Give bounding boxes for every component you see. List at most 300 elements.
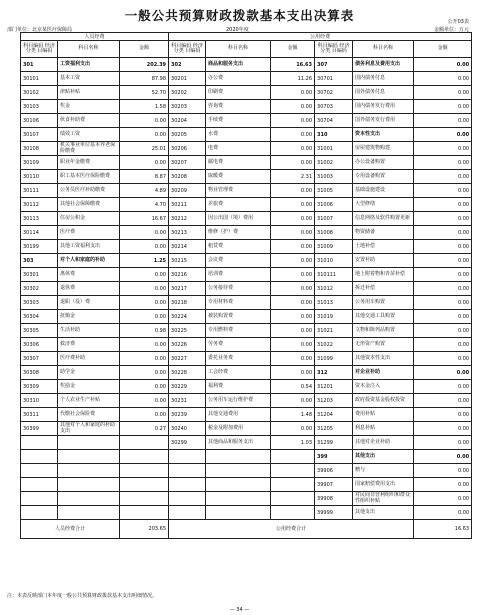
name-cell: 水费 xyxy=(206,128,271,142)
amount-cell: 0.00 xyxy=(414,450,472,464)
code-cell xyxy=(169,506,206,520)
amount-cell: 0.00 xyxy=(414,506,472,520)
code-cell: 30204 xyxy=(169,114,206,128)
table-row xyxy=(21,408,472,422)
table-row xyxy=(21,366,472,380)
name-header: 科目名称 xyxy=(58,41,120,58)
amount-cell: 0.00 xyxy=(120,226,169,240)
personnel-total-label: 人员经费合计 xyxy=(21,520,120,539)
name-cell: 费用补贴 xyxy=(353,408,414,422)
name-cell: 其他对个人和家庭的补助支出 xyxy=(58,422,120,436)
personnel-total-value: 203.65 xyxy=(120,520,169,539)
amount-unit: 金额单位：万元 xyxy=(433,27,469,33)
amount-cell: 1.25 xyxy=(120,254,169,268)
amount-cell: 0.00 xyxy=(271,226,315,240)
amount-cell: 0.00 xyxy=(414,422,472,436)
amount-cell: 8.87 xyxy=(120,170,169,184)
name-cell: 其他交通费用 xyxy=(206,408,271,422)
name-cell: 奖励金 xyxy=(58,380,120,394)
name-cell: 对民间非营利组织和群众性组织补贴 xyxy=(353,492,414,506)
code-cell: 30304 xyxy=(21,310,58,324)
name-cell xyxy=(58,436,120,450)
name-cell: 其他工资福利支出 xyxy=(58,240,120,254)
amount-cell: 0.00 xyxy=(414,436,472,450)
name-cell: 办公费 xyxy=(206,72,271,86)
code-cell: 30206 xyxy=(169,142,206,156)
amount-cell: 0.00 xyxy=(120,338,169,352)
code-cell: 307 xyxy=(315,58,353,72)
name-cell: 专用材料费 xyxy=(206,296,271,310)
code-cell: 31019 xyxy=(315,310,353,324)
amount-cell: 16.63 xyxy=(271,58,315,72)
code-cell xyxy=(21,506,58,520)
code-cell: 30214 xyxy=(169,240,206,254)
amount-cell: 0.00 xyxy=(120,268,169,282)
code-cell: 31007 xyxy=(315,212,353,226)
code-cell: 30299 xyxy=(169,436,206,450)
code-cell xyxy=(169,478,206,492)
code-cell: 30114 xyxy=(21,226,58,240)
code-cell: 30301 xyxy=(21,268,58,282)
table-row xyxy=(21,352,472,366)
amount-cell xyxy=(271,492,315,506)
name-cell: 医疗费补助 xyxy=(58,352,120,366)
table-row xyxy=(21,142,472,156)
name-cell: 差旅费 xyxy=(206,198,271,212)
table-row xyxy=(21,86,472,100)
code-cell: 30112 xyxy=(21,198,58,212)
amount-cell: 87.98 xyxy=(120,72,169,86)
code-cell: 30702 xyxy=(315,86,353,100)
name-cell: 文物和陈列品购置 xyxy=(353,324,414,338)
amount-cell xyxy=(120,450,169,464)
code-cell: 30212 xyxy=(169,212,206,226)
code-cell: 302 xyxy=(169,58,206,72)
code-cell: 31002 xyxy=(315,156,353,170)
table-row xyxy=(21,478,472,492)
amount-cell xyxy=(271,506,315,520)
totals-row xyxy=(21,520,472,539)
amount-cell: 0.00 xyxy=(414,114,472,128)
name-cell: 国内债务发行费用 xyxy=(353,100,414,114)
table-row xyxy=(21,506,472,520)
code-cell: 30309 xyxy=(21,380,58,394)
code-cell: 30224 xyxy=(169,310,206,324)
code-header: 科目编码 经济分类 目编码 xyxy=(315,41,353,58)
name-cell: 公务用车运行维护费 xyxy=(206,394,271,408)
name-cell: 地上附着物和青苗补偿 xyxy=(353,268,414,282)
page-number: — 34 — xyxy=(229,607,250,613)
table-row xyxy=(21,240,472,254)
public-total-value: 16.63 xyxy=(414,520,472,539)
amount-cell: 0.00 xyxy=(414,128,472,142)
name-cell: 公务员医疗补助缴费 xyxy=(58,184,120,198)
amount-header: 金额 xyxy=(414,41,472,58)
amount-cell: 1.58 xyxy=(120,100,169,114)
code-cell: 30399 xyxy=(21,422,58,436)
amount-cell: 0.00 xyxy=(271,156,315,170)
name-cell: 咨询费 xyxy=(206,100,271,114)
code-cell: 30229 xyxy=(169,380,206,394)
code-cell: 39999 xyxy=(315,506,353,520)
amount-cell: 52.70 xyxy=(120,86,169,100)
amount-cell: 0.00 xyxy=(414,366,472,380)
code-cell: 30306 xyxy=(21,338,58,352)
name-cell: 商品和服务支出 xyxy=(206,58,271,72)
amount-cell: 0.00 xyxy=(414,72,472,86)
code-cell: 30113 xyxy=(21,212,58,226)
name-cell: 维修（护）费 xyxy=(206,226,271,240)
amount-cell: 0.00 xyxy=(120,114,169,128)
code-cell: 39907 xyxy=(315,478,353,492)
amount-cell: 0.00 xyxy=(414,226,472,240)
name-cell: 基本工资 xyxy=(58,72,120,86)
code-cell: 30302 xyxy=(21,282,58,296)
table-row xyxy=(21,324,472,338)
name-cell: 土地补偿 xyxy=(353,240,414,254)
amount-cell: 0.00 xyxy=(414,324,472,338)
name-cell: 专用燃料费 xyxy=(206,324,271,338)
code-cell xyxy=(21,492,58,506)
name-cell: 伙食补助费 xyxy=(58,114,120,128)
table-row xyxy=(21,58,472,72)
amount-cell: 16.67 xyxy=(120,212,169,226)
name-cell: 绩效工资 xyxy=(58,128,120,142)
public-total-label: 公用经费合计 xyxy=(169,520,414,539)
code-cell: 30202 xyxy=(169,86,206,100)
code-cell: 301 xyxy=(21,58,58,72)
name-cell: 公务接待费 xyxy=(206,282,271,296)
code-cell: 30215 xyxy=(169,254,206,268)
amount-cell: 0.00 xyxy=(271,184,315,198)
amount-cell: 0.00 xyxy=(271,282,315,296)
amount-cell: 0.00 xyxy=(271,240,315,254)
code-cell: 30199 xyxy=(21,240,58,254)
amount-cell: 0.00 xyxy=(271,268,315,282)
amount-cell: 4.89 xyxy=(120,184,169,198)
code-cell: 30201 xyxy=(169,72,206,86)
name-cell: 信息网络及软件购置更新 xyxy=(353,212,414,226)
name-cell: 福利费 xyxy=(206,380,271,394)
amount-cell: 0.00 xyxy=(120,282,169,296)
amount-cell: 0.00 xyxy=(414,408,472,422)
code-cell: 310111 xyxy=(315,268,353,282)
amount-cell: 0.00 xyxy=(271,86,315,100)
code-cell: 30227 xyxy=(169,352,206,366)
amount-header: 金额 xyxy=(120,41,169,58)
table-row xyxy=(21,310,472,324)
name-cell xyxy=(206,492,271,506)
code-cell: 31204 xyxy=(315,408,353,422)
code-cell: 31001 xyxy=(315,142,353,156)
table-row xyxy=(21,380,472,394)
name-cell: 住房公积金 xyxy=(58,212,120,226)
amount-cell: 0.00 xyxy=(271,128,315,142)
amount-cell: 0.98 xyxy=(120,324,169,338)
name-cell xyxy=(206,478,271,492)
amount-cell: 25.01 xyxy=(120,142,169,156)
name-cell: 电费 xyxy=(206,142,271,156)
amount-cell: 0.00 xyxy=(414,212,472,226)
name-cell xyxy=(206,450,271,464)
amount-cell: 0.00 xyxy=(414,58,472,72)
name-cell: 印刷费 xyxy=(206,86,271,100)
amount-cell: 0.00 xyxy=(120,352,169,366)
code-cell: 30239 xyxy=(169,408,206,422)
name-cell: 取暖费 xyxy=(206,170,271,184)
code-cell: 30308 xyxy=(21,366,58,380)
name-cell: 其他资本性支出 xyxy=(353,352,414,366)
amount-cell: 0.00 xyxy=(120,128,169,142)
name-cell xyxy=(58,492,120,506)
name-cell: 政府投资基金股权投资 xyxy=(353,394,414,408)
code-cell: 30217 xyxy=(169,282,206,296)
amount-cell: 0.00 xyxy=(414,268,472,282)
code-cell: 30103 xyxy=(21,100,58,114)
amount-cell: 0.00 xyxy=(120,408,169,422)
amount-cell: 0.00 xyxy=(414,282,472,296)
code-cell xyxy=(21,478,58,492)
name-cell: 因公出国（境）费用 xyxy=(206,212,271,226)
personnel-group-header: 人员经费 xyxy=(21,33,169,41)
amount-cell: 0.00 xyxy=(414,394,472,408)
table-row xyxy=(21,72,472,86)
fiscal-year: 2020年度 xyxy=(226,27,249,33)
name-cell: 税金及附加费用 xyxy=(206,422,271,436)
unit-label: 部门单位：北京某医疗保障局 xyxy=(7,27,73,33)
name-cell: 抚恤金 xyxy=(58,310,120,324)
amount-cell: 0.00 xyxy=(414,478,472,492)
amount-cell: 0.00 xyxy=(414,338,472,352)
amount-cell: 0.00 xyxy=(271,142,315,156)
amount-cell: 0.00 xyxy=(414,170,472,184)
amount-cell: 0.00 xyxy=(271,212,315,226)
name-cell: 专用设备购置 xyxy=(353,170,414,184)
code-cell: 30111 xyxy=(21,184,58,198)
code-cell: 30703 xyxy=(315,100,353,114)
code-cell: 31203 xyxy=(315,394,353,408)
code-cell: 31003 xyxy=(315,170,353,184)
amount-cell: 0.00 xyxy=(271,422,315,436)
code-header: 科目编码 经济分类 目编码 xyxy=(21,41,58,58)
amount-cell: 0.00 xyxy=(120,366,169,380)
footnote: 注：本表反映部门本年度一般公共预算财政拨款基本支出明细情况。 xyxy=(7,593,158,599)
code-cell: 30205 xyxy=(169,128,206,142)
name-cell: 被装购置费 xyxy=(206,310,271,324)
amount-cell: 0.00 xyxy=(414,156,472,170)
amount-cell xyxy=(271,450,315,464)
amount-cell: 0.00 xyxy=(414,352,472,366)
code-cell: 30107 xyxy=(21,128,58,142)
name-cell: 其他支出 xyxy=(353,450,414,464)
name-cell: 大型修缮 xyxy=(353,198,414,212)
code-cell: 31299 xyxy=(315,436,353,450)
code-cell xyxy=(21,450,58,464)
name-cell: 基础设施建设 xyxy=(353,184,414,198)
name-cell: 租赁费 xyxy=(206,240,271,254)
name-cell: 对个人和家庭的补助 xyxy=(58,254,120,268)
page-title: 一般公共预算财政拨款基本支出决算表 xyxy=(124,8,355,23)
code-cell: 30228 xyxy=(169,366,206,380)
amount-cell: 0.00 xyxy=(120,156,169,170)
name-cell: 无形资产购置 xyxy=(353,338,414,352)
name-cell: 房屋建筑物购建 xyxy=(353,142,414,156)
code-cell: 31012 xyxy=(315,282,353,296)
table-row xyxy=(21,212,472,226)
amount-cell: 1.48 xyxy=(271,408,315,422)
amount-cell: 0.00 xyxy=(414,492,472,506)
name-cell: 国内债务付息 xyxy=(353,72,414,86)
table-row xyxy=(21,254,472,268)
table-row xyxy=(21,100,472,114)
name-cell: 劳务费 xyxy=(206,338,271,352)
amount-cell: 0.00 xyxy=(414,198,472,212)
name-cell: 培训费 xyxy=(206,268,271,282)
name-cell: 物业管理费 xyxy=(206,184,271,198)
code-cell xyxy=(169,492,206,506)
code-cell: 30218 xyxy=(169,296,206,310)
code-cell xyxy=(21,436,58,450)
name-cell: 其他支出 xyxy=(353,506,414,520)
name-cell: 利息补贴 xyxy=(353,422,414,436)
code-cell: 30240 xyxy=(169,422,206,436)
amount-cell: 0.00 xyxy=(414,254,472,268)
column-header-row xyxy=(21,41,472,58)
table-row xyxy=(21,436,472,450)
code-cell: 30231 xyxy=(169,394,206,408)
amount-cell: 0.00 xyxy=(271,254,315,268)
code-cell: 30209 xyxy=(169,184,206,198)
code-cell: 31205 xyxy=(315,422,353,436)
code-cell: 30305 xyxy=(21,324,58,338)
name-cell: 其他商品和服务支出 xyxy=(206,436,271,450)
table-row xyxy=(21,184,472,198)
code-cell: 31022 xyxy=(315,338,353,352)
amount-cell: 2.31 xyxy=(271,170,315,184)
code-cell: 31010 xyxy=(315,254,353,268)
amount-cell: 4.70 xyxy=(120,198,169,212)
amount-cell: 0.00 xyxy=(120,310,169,324)
code-cell: 30216 xyxy=(169,268,206,282)
name-cell: 退职（役）费 xyxy=(58,296,120,310)
code-cell: 30109 xyxy=(21,156,58,170)
code-cell: 30226 xyxy=(169,338,206,352)
name-cell xyxy=(206,464,271,478)
amount-cell xyxy=(120,478,169,492)
code-cell: 399 xyxy=(315,450,353,464)
name-cell xyxy=(58,450,120,464)
form-number: 公开03表 xyxy=(447,19,469,25)
table-row xyxy=(21,450,472,464)
amount-cell: 0.00 xyxy=(414,296,472,310)
code-cell: 31009 xyxy=(315,240,353,254)
amount-cell: 0.00 xyxy=(120,394,169,408)
code-cell xyxy=(169,450,206,464)
name-cell: 津贴补贴 xyxy=(58,86,120,100)
table-row xyxy=(21,226,472,240)
code-cell: 30207 xyxy=(169,156,206,170)
name-cell: 安置补助 xyxy=(353,254,414,268)
code-cell: 30303 xyxy=(21,296,58,310)
table-row xyxy=(21,128,472,142)
name-cell xyxy=(58,506,120,520)
name-cell: 物资储备 xyxy=(353,226,414,240)
amount-cell: 0.00 xyxy=(414,100,472,114)
code-cell: 30211 xyxy=(169,198,206,212)
name-cell: 其他交通工具购置 xyxy=(353,310,414,324)
name-cell xyxy=(206,506,271,520)
name-cell: 个人农业生产补贴 xyxy=(58,394,120,408)
code-cell: 30101 xyxy=(21,72,58,86)
code-cell: 30208 xyxy=(169,170,206,184)
name-cell xyxy=(58,464,120,478)
name-cell: 救济费 xyxy=(58,338,120,352)
amount-cell: 0.00 xyxy=(271,394,315,408)
name-cell: 国外债务发行费用 xyxy=(353,114,414,128)
name-cell: 赠与 xyxy=(353,464,414,478)
name-cell: 助学金 xyxy=(58,366,120,380)
code-cell: 310 xyxy=(315,128,353,142)
amount-cell: 0.00 xyxy=(271,352,315,366)
name-header: 科目名称 xyxy=(206,41,271,58)
code-cell: 30203 xyxy=(169,100,206,114)
table-row xyxy=(21,296,472,310)
amount-cell: 0.00 xyxy=(271,324,315,338)
name-cell: 委托业务费 xyxy=(206,352,271,366)
table-row xyxy=(21,338,472,352)
amount-cell: 0.00 xyxy=(120,240,169,254)
name-cell: 代缴社会保险费 xyxy=(58,408,120,422)
amount-cell: 0.00 xyxy=(414,86,472,100)
name-cell: 其他社会保障缴费 xyxy=(58,198,120,212)
amount-cell xyxy=(120,436,169,450)
name-cell: 职工基本医疗保险缴费 xyxy=(58,170,120,184)
amount-cell: 11.26 xyxy=(271,72,315,86)
code-cell: 39906 xyxy=(315,464,353,478)
amount-cell: 202.39 xyxy=(120,58,169,72)
amount-cell: 0.54 xyxy=(271,380,315,394)
code-cell: 30311 xyxy=(21,408,58,422)
name-cell: 工资福利支出 xyxy=(58,58,120,72)
code-cell: 30225 xyxy=(169,324,206,338)
name-cell: 会议费 xyxy=(206,254,271,268)
name-cell: 奖金 xyxy=(58,100,120,114)
table-row xyxy=(21,114,472,128)
amount-cell: 0.00 xyxy=(271,366,315,380)
code-cell: 30106 xyxy=(21,114,58,128)
name-cell: 机关事业单位基本养老保险缴费 xyxy=(58,142,120,156)
code-cell: 31099 xyxy=(315,352,353,366)
name-cell: 其他对企业补助 xyxy=(353,436,414,450)
code-cell: 30704 xyxy=(315,114,353,128)
code-cell: 30102 xyxy=(21,86,58,100)
name-cell: 国家赔偿费用支出 xyxy=(353,478,414,492)
name-cell: 手续费 xyxy=(206,114,271,128)
name-cell: 拆迁补偿 xyxy=(353,282,414,296)
table-row xyxy=(21,268,472,282)
code-cell: 312 xyxy=(315,366,353,380)
name-cell: 邮电费 xyxy=(206,156,271,170)
amount-cell: 0.00 xyxy=(271,100,315,114)
name-cell: 资本性支出 xyxy=(353,128,414,142)
code-cell: 31021 xyxy=(315,324,353,338)
amount-cell xyxy=(120,464,169,478)
name-cell: 离休费 xyxy=(58,268,120,282)
amount-cell: 0.00 xyxy=(414,184,472,198)
name-cell: 对企业补助 xyxy=(353,366,414,380)
name-cell: 国外债务付息 xyxy=(353,86,414,100)
code-cell: 30701 xyxy=(315,72,353,86)
